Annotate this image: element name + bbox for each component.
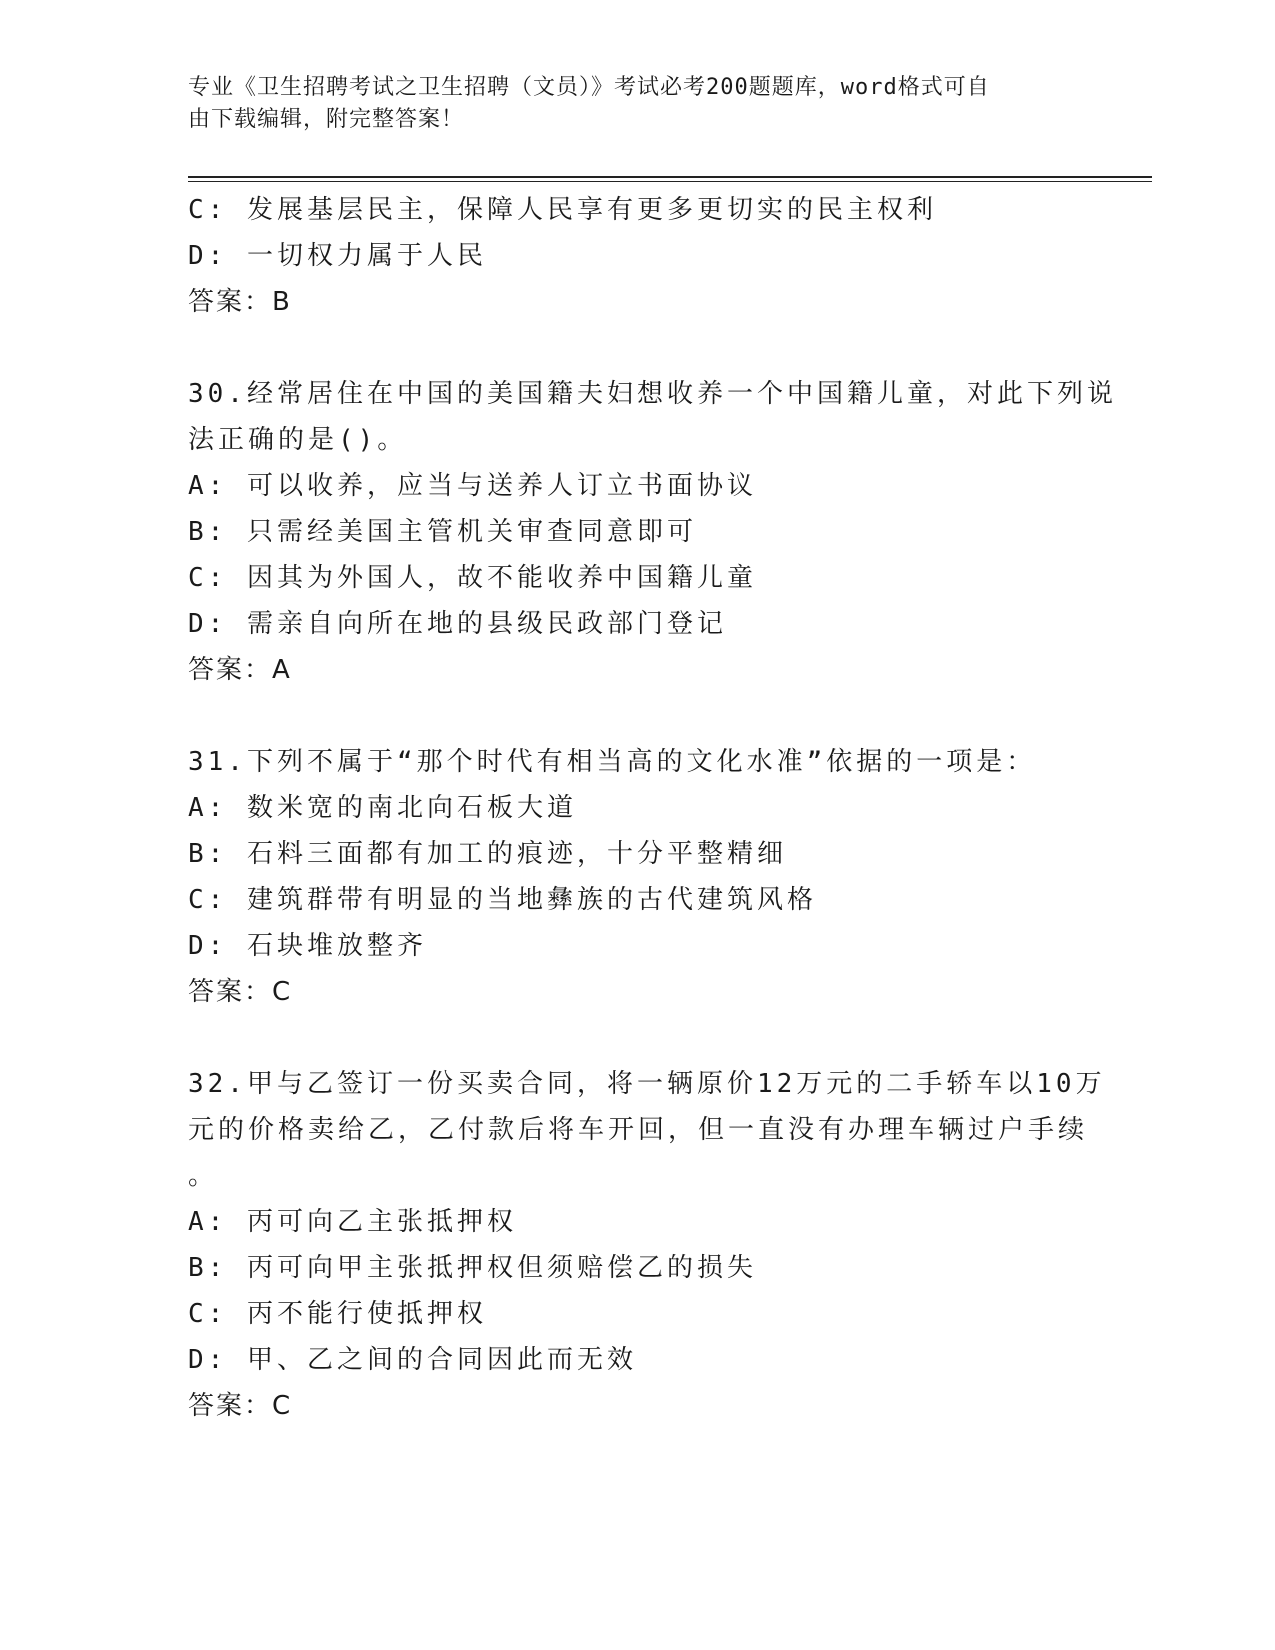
document-body — [188, 187, 1117, 1429]
option-letter: B: — [188, 1253, 228, 1283]
option-text: 丙可向甲主张抵押权但须赔偿乙的损失 — [246, 1253, 757, 1283]
option-letter: C: — [188, 1299, 228, 1329]
option-text: 数米宽的南北向石板大道 — [246, 793, 577, 823]
option-text: 丙不能行使抵押权 — [246, 1299, 487, 1329]
header-line-2: 由下载编辑，附完整答案！ — [188, 107, 465, 132]
question-stem-line: 32.甲与乙签订一份买卖合同，将一辆原价12万元的二手轿车以10万 — [188, 1069, 1106, 1099]
option-text: 可以收养，应当与送养人订立书面协议 — [246, 471, 757, 501]
option-text: 丙可向乙主张抵押权 — [246, 1207, 517, 1237]
question-32 — [188, 1061, 1106, 1429]
answer-line: 答案：B — [188, 287, 292, 317]
option-text: 建筑群带有明显的当地彝族的古代建筑风格 — [246, 885, 817, 915]
option-text: 因其为外国人，故不能收养中国籍儿童 — [246, 563, 757, 593]
answer-line: 答案：A — [188, 655, 292, 685]
option-a — [188, 785, 1088, 831]
option-text: 需亲自向所在地的县级民政部门登记 — [246, 609, 727, 639]
option-a — [188, 463, 1088, 509]
answer-line: 答案：C — [188, 977, 293, 1007]
document-header — [188, 72, 1068, 136]
option-d — [188, 601, 1088, 647]
header-line-1: 专业《卫生招聘考试之卫生招聘（文员）》考试必考200题题库，word格式可自 — [188, 75, 990, 100]
option-letter: B: — [188, 839, 228, 869]
option-letter: C: — [188, 195, 228, 225]
option-text: 石料三面都有加工的痕迹，十分平整精细 — [246, 839, 787, 869]
option-text: 石块堆放整齐 — [246, 931, 427, 961]
option-text: 只需经美国主管机关审查同意即可 — [246, 517, 697, 547]
option-b — [188, 509, 1088, 555]
option-letter: D: — [188, 241, 228, 271]
option-text: 甲、乙之间的合同因此而无效 — [246, 1345, 637, 1375]
option-letter: A: — [188, 471, 228, 501]
question-stem-line: 30.经常居住在中国的美国籍夫妇想收养一个中国籍儿童，对此下列说 — [188, 379, 1117, 409]
question-stem-line: 法正确的是()。 — [188, 425, 408, 455]
question-stem-line: 。 — [188, 1161, 219, 1191]
option-letter: C: — [188, 885, 228, 915]
option-text: 发展基层民主，保障人民享有更多更切实的民主权利 — [246, 195, 937, 225]
option-letter: D: — [188, 931, 228, 961]
option-c — [188, 1291, 1088, 1337]
answer-line: 答案：C — [188, 1391, 293, 1421]
question-31 — [188, 739, 1088, 1015]
previous-question-tail — [188, 187, 1088, 325]
option-d — [188, 233, 1088, 279]
option-d — [188, 923, 1088, 969]
option-b — [188, 831, 1088, 877]
question-stem-line: 31.下列不属于“那个时代有相当高的文化水准”依据的一项是： — [188, 747, 1037, 777]
option-letter: A: — [188, 793, 228, 823]
option-letter: B: — [188, 517, 228, 547]
option-c — [188, 555, 1088, 601]
option-text: 一切权力属于人民 — [246, 241, 487, 271]
option-letter: C: — [188, 563, 228, 593]
option-letter: A: — [188, 1207, 228, 1237]
option-letter: D: — [188, 1345, 228, 1375]
question-30 — [188, 371, 1117, 693]
option-d — [188, 1337, 1088, 1383]
option-a — [188, 1199, 1088, 1245]
header-divider-thick — [188, 176, 1152, 178]
option-b — [188, 1245, 1088, 1291]
option-c — [188, 877, 1088, 923]
option-letter: D: — [188, 609, 228, 639]
question-stem-line: 元的价格卖给乙，乙付款后将车开回，但一直没有办理车辆过户手续 — [188, 1115, 1089, 1145]
option-c — [188, 187, 1088, 233]
header-divider-thin — [188, 181, 1152, 182]
